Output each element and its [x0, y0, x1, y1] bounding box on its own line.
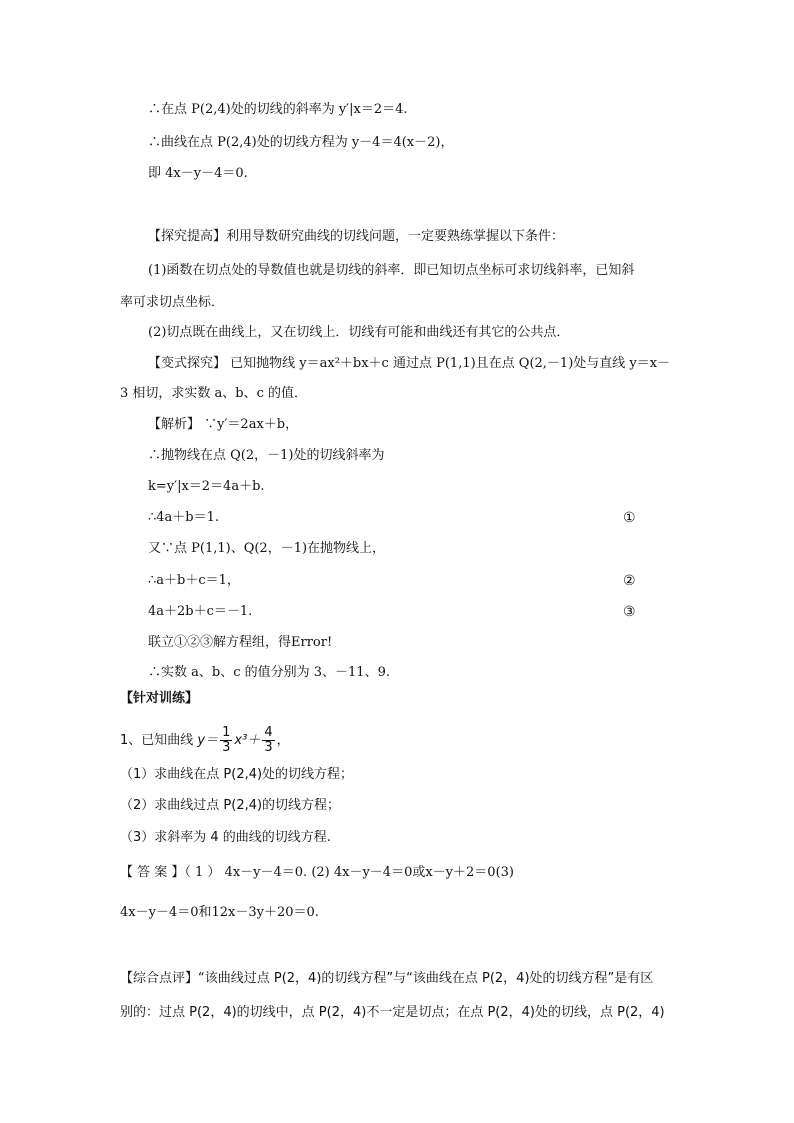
text-line-2: ∴曲线在点 P(2,4)处的切线方程为 y－4＝4(x－2)， [148, 135, 454, 150]
equation-x-cubed: x³＋ [234, 733, 261, 748]
equation-y: y＝ [197, 733, 219, 748]
subquestion-1: （1）求曲线在点 P(2,4)处的切线方程； [120, 767, 354, 782]
text-line-10: 【解析】 ∵y′＝2ax＋b， [148, 417, 299, 432]
text-line-18: ∴实数 a、b、c 的值分别为 3、－11、9. [148, 665, 390, 680]
fraction-numerator: 1 [222, 725, 231, 740]
equation-marker-1: ① [623, 510, 636, 526]
answer-line-2: 4x－y－4＝0和12x－3y＋20＝0. [120, 905, 319, 920]
text-line-11: ∴抛物线在点 Q(2，－1)处的切线斜率为 [148, 448, 385, 463]
subquestion-3: （3）求斜率为 4 的曲线的切线方程. [120, 830, 331, 845]
problem-1-prefix: 1、已知曲线 [120, 733, 194, 748]
text-line-3: 即 4x－y－4＝0. [148, 166, 248, 181]
text-line-1: ∴在点 P(2,4)处的切线的斜率为 y′|x＝2＝4. [148, 102, 408, 117]
fraction-denominator: 3 [264, 740, 273, 755]
text-line-8: 【变式探究】 已知抛物线 y＝ax²＋bx＋c 通过点 P(1,1)且在点 Q(2,－1)处与直线 y＝x－ [148, 356, 671, 371]
answer-line-1: 【 答 案 】（ 1 ） 4x－y－4＝0. (2) 4x－y－4＝0或x－y＋2＝0(3) [120, 865, 514, 880]
text-line-17: 联立①②③解方程组，得Error! [148, 635, 333, 650]
fraction-numerator: 4 [264, 725, 273, 740]
problem-1-statement [120, 726, 290, 756]
comment-line-1: 【综合点评】“该曲线过点 P(2，4)的切线方程”与“该曲线在点 P(2，4)处的切线方程”是有区 [120, 971, 654, 986]
text-line-7: (2)切点既在曲线上，又在切线上．切线有可能和曲线还有其它的公共点． [148, 325, 570, 340]
comment-line-2: 别的：过点 P(2，4)的切线中，点 P(2，4)不一定是切点；在点 P(2，4)处的切线，点 P(2，4) [120, 1005, 665, 1020]
section-heading: 【针对训练】 [120, 691, 199, 706]
text-line-15: ∴a＋b＋c＝1， [148, 573, 240, 588]
text-line-16: 4a＋2b＋c＝－1. [148, 604, 253, 619]
subquestion-2: （2）求曲线过点 P(2,4)的切线方程； [120, 798, 341, 813]
fraction-denominator: 3 [222, 740, 231, 755]
equation-end: ， [276, 733, 290, 748]
text-line-5: (1)函数在切点处的导数值也就是切线的斜率．即已知切点坐标可求切线斜率，已知斜 [148, 263, 635, 278]
equation-marker-2: ② [623, 573, 636, 589]
text-line-6: 率可求切点坐标． [120, 295, 225, 310]
text-line-9: 3 相切，求实数 a、b、c 的值． [120, 386, 308, 401]
text-line-12: k=y′|x＝2＝4a＋b. [148, 479, 265, 494]
fraction-one-third [220, 726, 232, 755]
text-line-13: ∴4a＋b＝1. [148, 510, 220, 525]
text-line-14: 又∵点 P(1,1)、Q(2，－1)在抛物线上， [148, 541, 386, 556]
equation-marker-3: ③ [623, 604, 636, 620]
fraction-four-thirds [262, 726, 274, 755]
text-line-4: 【探究提高】利用导数研究曲线的切线问题，一定要熟练掌握以下条件： [148, 229, 565, 244]
